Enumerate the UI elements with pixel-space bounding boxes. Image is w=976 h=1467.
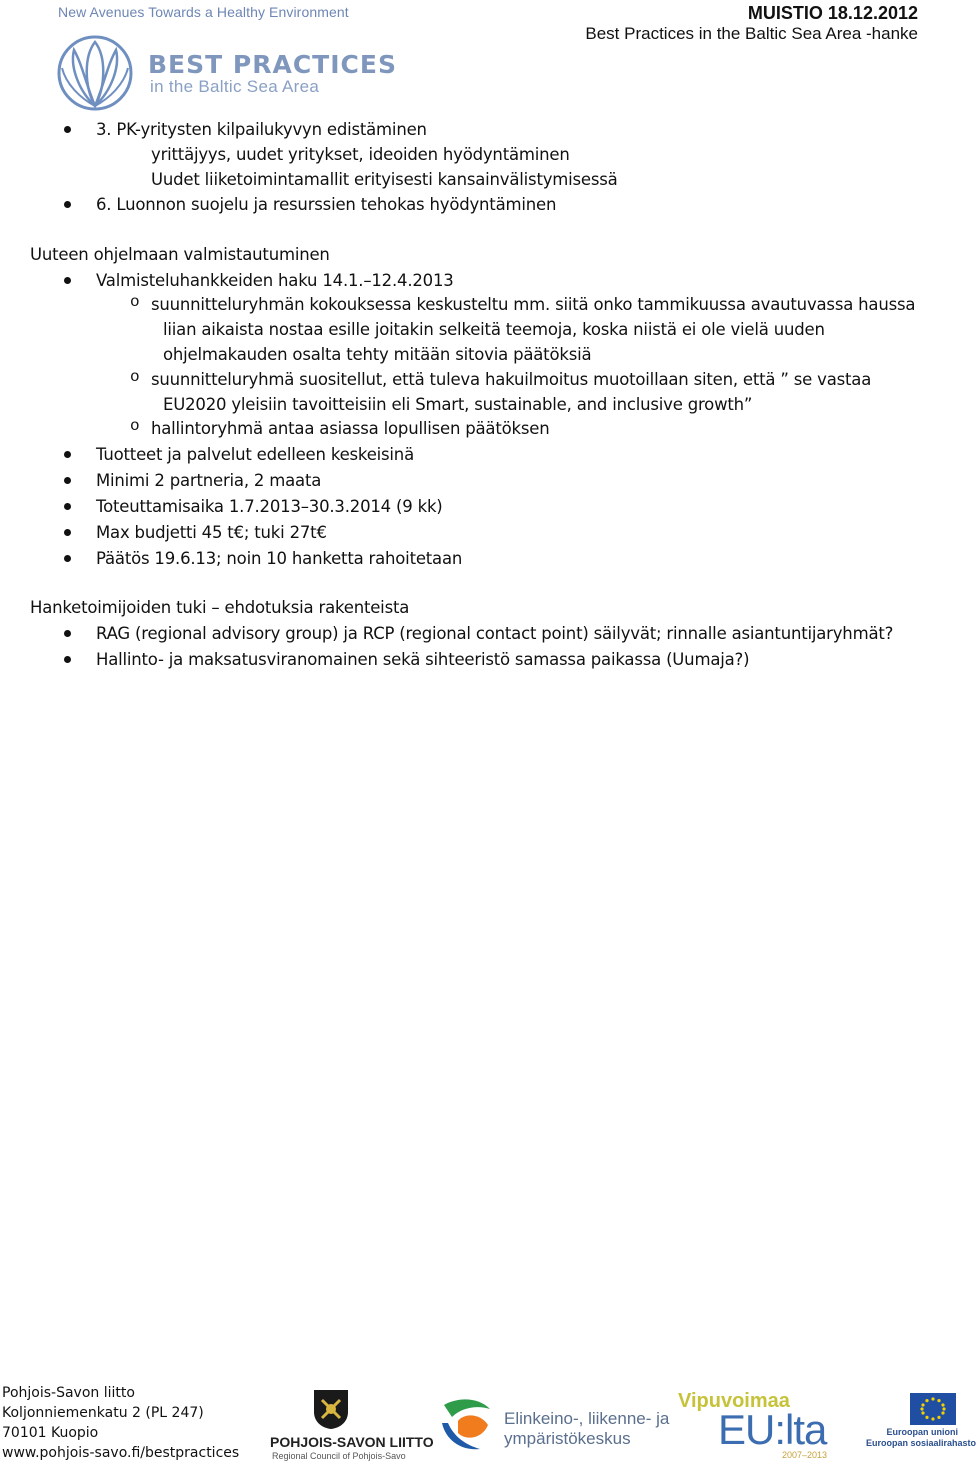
sub-list-item: suunnitteluryhmän kokouksessa keskusteltu mm. siitä onko tammikuussa avautuvassa haussa: [151, 295, 916, 314]
eu-flag-icon: [910, 1393, 956, 1425]
list-item: Minimi 2 partneria, 2 maata: [96, 471, 322, 490]
bullet-icon: [64, 630, 71, 637]
footer-url[interactable]: www.pohjois-savo.fi/bestpractices: [2, 1445, 240, 1461]
header-tagline: New Avenues Towards a Healthy Environment: [58, 4, 349, 20]
sub-list-item-continuation: ohjelmakauden osalta tehty mitään sitovia päätöksiä: [163, 345, 592, 364]
coat-of-arms-icon: [312, 1388, 350, 1430]
footer-city: 70101 Kuopio: [2, 1425, 99, 1441]
bullet-icon: [64, 126, 71, 133]
footer-org: Pohjois-Savon liitto: [2, 1385, 135, 1401]
best-practices-logo-icon: [56, 34, 134, 112]
list-item-continuation: Uudet liiketoimintamallit erityisesti kansainvälistymisessä: [151, 170, 618, 189]
sub-list-item-continuation: EU2020 yleisiin tavoitteisiin eli Smart, sustainable, and inclusive growth”: [163, 395, 753, 414]
bullet-icon: [64, 201, 71, 208]
bullet-icon: [64, 503, 71, 510]
sub-list-item: suunnitteluryhmä suositellut, että tuleva hakuilmoitus muotoillaan siten, että ” se vastaa: [151, 370, 872, 389]
sub-bullet-icon: o: [130, 368, 140, 386]
list-item: RAG (regional advisory group) ja RCP (regional contact point) säilyvät; rinnalle asiantuntijaryhmät?: [96, 624, 894, 643]
ely-emblem-icon: [438, 1395, 496, 1453]
sub-bullet-icon: o: [130, 417, 140, 435]
list-item-continuation: yrittäjyys, uudet yritykset, ideoiden hyödyntäminen: [151, 145, 570, 164]
list-item: Päätös 19.6.13; noin 10 hanketta rahoitetaan: [96, 549, 463, 568]
sub-list-item: hallintoryhmä antaa asiassa lopullisen päätöksen: [151, 419, 550, 438]
bullet-icon: [64, 656, 71, 663]
ely-line1: Elinkeino-, liikenne- ja: [504, 1409, 670, 1428]
section-heading: Hanketoimijoiden tuki – ehdotuksia rakenteista: [30, 598, 410, 617]
bullet-icon: [64, 477, 71, 484]
footer-street: Koljonniemenkatu 2 (PL 247): [2, 1405, 204, 1421]
bullet-icon: [64, 529, 71, 536]
sub-list-item-continuation: liian aikaista nostaa esille joitakin selkeitä teemoja, koska niistä ei ole vielä uuden: [163, 320, 825, 339]
list-item: 6. Luonnon suojelu ja resurssien tehokas hyödyntäminen: [96, 195, 557, 214]
sub-bullet-icon: o: [130, 293, 140, 311]
bullet-icon: [64, 451, 71, 458]
list-item: Toteuttamisaika 1.7.2013–30.3.2014 (9 kk): [96, 497, 443, 516]
project-name: Best Practices in the Baltic Sea Area -hanke: [585, 24, 918, 43]
eu-line2: Euroopan sosiaalirahasto: [866, 1438, 976, 1448]
memo-date: MUISTIO 18.12.2012: [747, 3, 918, 23]
eu-line1: Euroopan unioni: [886, 1427, 958, 1437]
psl-logo-name: POHJOIS-SAVON LIITTO: [270, 1434, 434, 1450]
footer-address: [2, 1383, 239, 1463]
ely-line2: ympäristökeskus: [504, 1429, 631, 1448]
section-heading: Uuteen ohjelmaan valmistautuminen: [30, 245, 330, 264]
vipu-title: Vipuvoimaa: [678, 1390, 790, 1412]
eu-logo: [858, 1393, 976, 1453]
bullet-icon: [64, 555, 71, 562]
psl-logo-sub: Regional Council of Pohjois-Savo: [272, 1451, 406, 1461]
bullet-icon: [64, 277, 71, 284]
pohjois-savon-liitto-logo: [270, 1388, 434, 1464]
list-item: 3. PK-yritysten kilpailukyvyn edistäminen: [96, 120, 427, 139]
logo-subtitle: in the Baltic Sea Area: [150, 77, 320, 96]
list-item: Max budjetti 45 t€; tuki 27t€: [96, 523, 327, 542]
list-item: Valmisteluhankkeiden haku 14.1.–12.4.2013: [96, 271, 454, 290]
list-item: Hallinto- ja maksatusviranomainen sekä sihteeristö samassa paikassa (Uumaja?): [96, 650, 750, 669]
ely-logo: [438, 1395, 668, 1455]
vipu-years: 2007–2013: [782, 1450, 828, 1460]
list-item: Tuotteet ja palvelut edelleen keskeisinä: [96, 445, 414, 464]
vipuvoimaa-logo: [678, 1390, 838, 1462]
vipu-eu: EU:lta: [718, 1406, 827, 1453]
logo-title: BEST PRACTICES: [148, 50, 397, 79]
